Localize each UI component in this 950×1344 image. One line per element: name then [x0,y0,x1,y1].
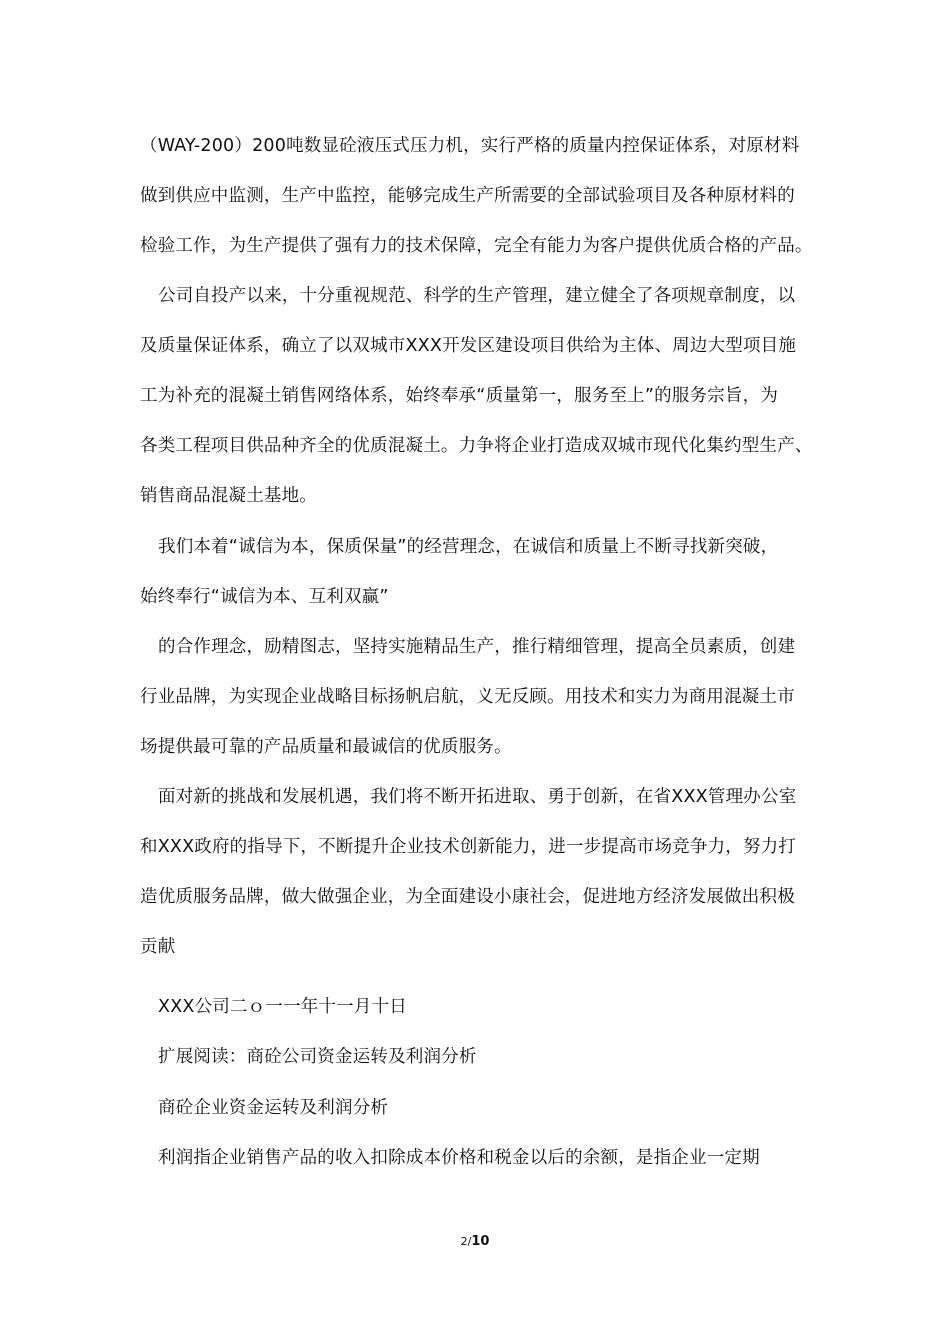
page-number-current: 2/ [460,1235,472,1248]
paragraph-start: 利润指企业销售产品的收入扣除成本价格和税金以后的余额，是指企业一定期 [158,1148,760,1168]
text-line: 贡献 [140,937,176,957]
paragraph-start: 我们本着“诚信为本，保质保量”的经营理念，在诚信和质量上不断寻找新突破， [158,537,779,557]
text-line: 始终奉行“诚信为本、互利双赢” [140,587,389,607]
text-line: 工为补充的混凝土销售网络体系，始终奉承“质量第一，服务至上”的服务宗旨，为 [140,386,779,406]
text-line: 检验工作，为生产提供了强有力的技术保障，完全有能力为客户提供优质合格的产品。 [140,236,813,256]
text-line: 场提供最可靠的产品质量和最诚信的优质服务。 [140,737,512,757]
paragraph-start: 公司自投产以来，十分重视规范、科学的生产管理，建立健全了各项规章制度，以 [158,286,796,306]
text-line: 做到供应中监测，生产中监控，能够完成生产所需要的全部试验项目及各种原材料的 [140,186,795,206]
text-line: 及质量保证体系，确立了以双城市XXX开发区建设项目供给为主体、周边大型项目施 [140,336,797,356]
page-number-total: 10 [471,1234,490,1249]
paragraph-start: 面对新的挑战和发展机遇，我们将不断开拓进取、勇于创新，在省XXX管理办公室 [158,787,797,807]
text-line: 销售商品混凝土基地。 [140,486,317,506]
text-line: 造优质服务品牌，做大做强企业，为全面建设小康社会，促进地方经济发展做出积极 [140,887,795,907]
text-line: （WAY-200）200吨数显砼液压式压力机，实行严格的质量内控保证体系，对原材料 [140,136,800,156]
paragraph-start: 的合作理念，励精图志，坚持实施精品生产，推行精细管理，提高全员素质，创建 [158,637,796,657]
text-line: 和XXX政府的指导下，不断提升企业技术创新能力，进一步提高市场竞争力，努力打 [140,837,797,857]
text-line: 各类工程项目供品种齐全的优质混凝土。力争将企业打造成双城市现代化集约型生产、 [140,436,813,456]
page-number [0,1234,950,1250]
extended-reading-heading: 扩展阅读：商砼公司资金运转及利润分析 [158,1047,477,1067]
text-line: 行业品牌，为实现企业战略目标扬帆启航，义无反顾。用技术和实力为商用混凝土市 [140,687,795,707]
signature-date: XXX公司二ｏ一一年十一月十日 [158,997,407,1017]
section-title: 商砼企业资金运转及利润分析 [158,1098,389,1118]
